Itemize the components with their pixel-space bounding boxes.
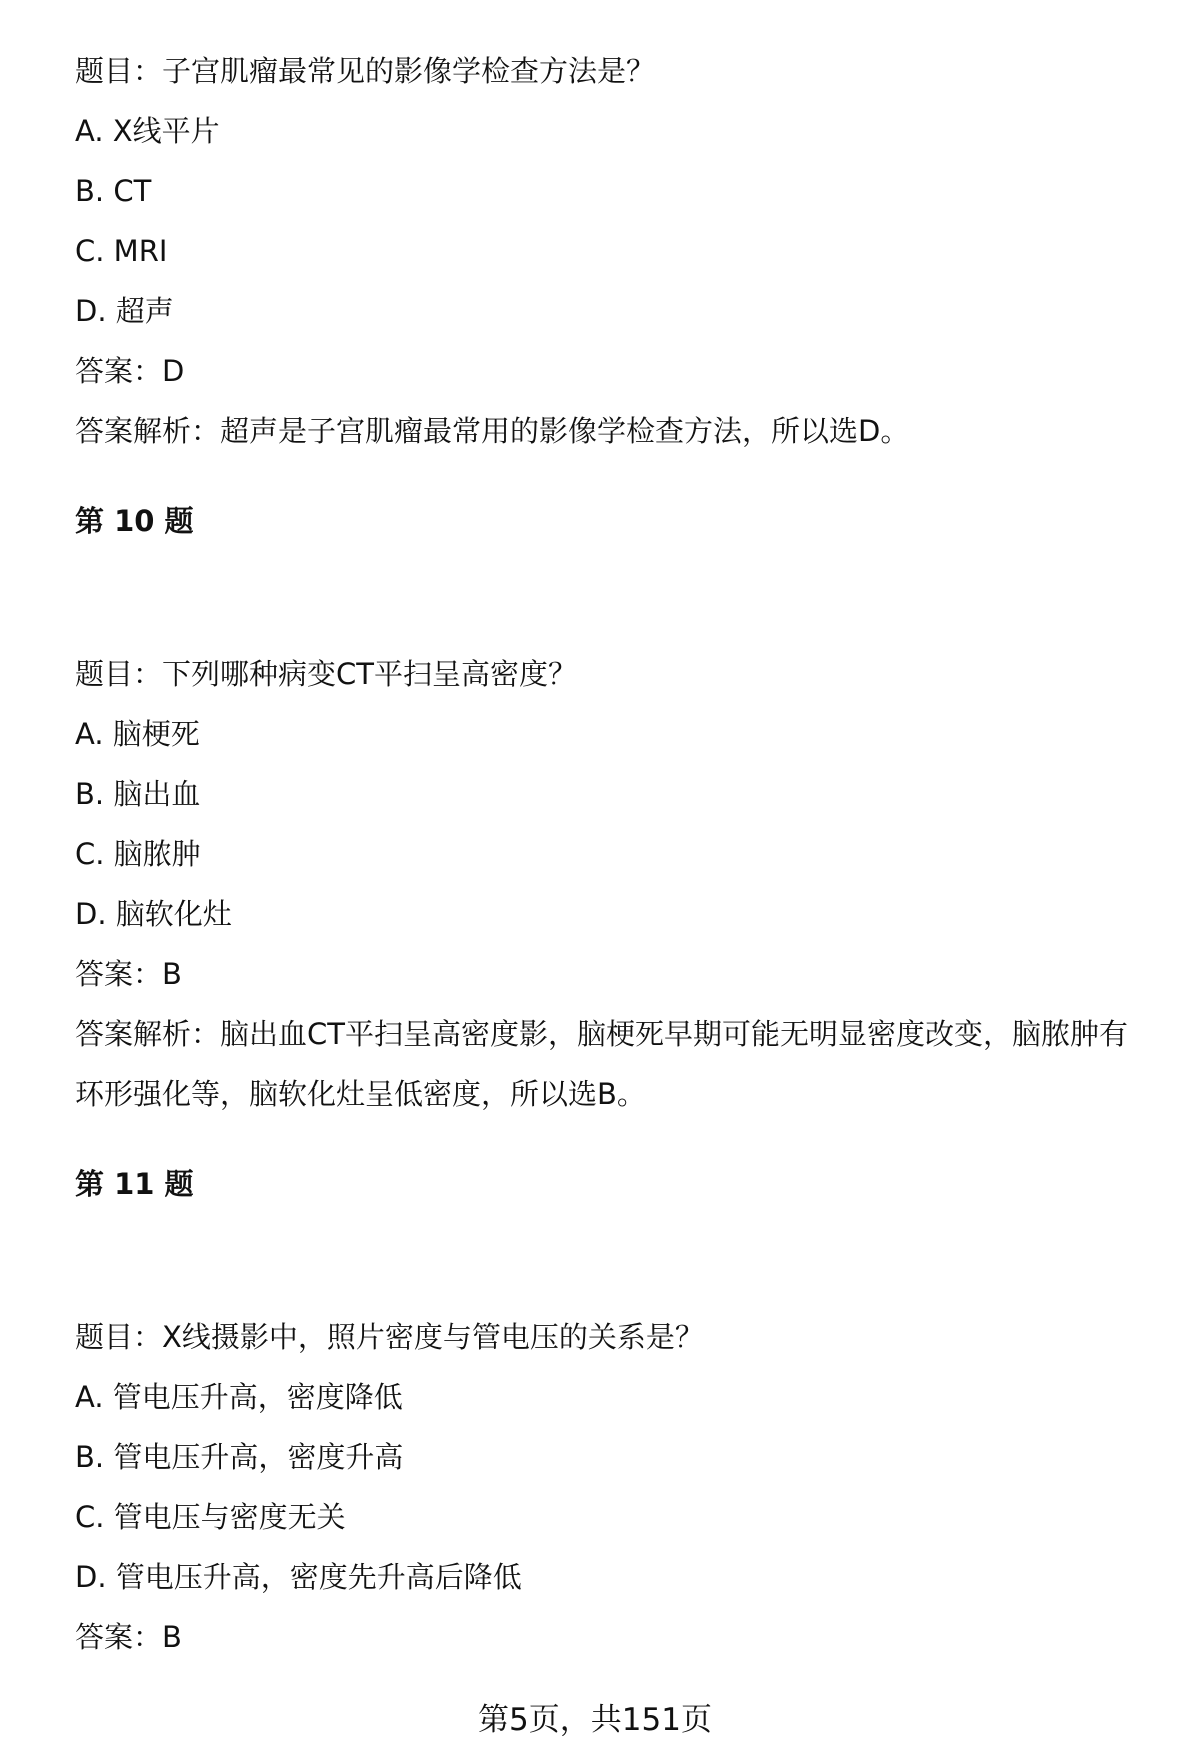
question-9-answer: 答案：D	[75, 354, 185, 388]
question-11-answer: 答案：B	[75, 1620, 182, 1654]
question-10-text: 题目：下列哪种病变CT平扫呈高密度？	[75, 657, 577, 691]
question-10-analysis-line1: 答案解析：脑出血CT平扫呈高密度影，脑梗死早期可能无明显密度改变，脑脓肿有	[75, 1017, 1128, 1051]
question-9-option-c: C. MRI	[75, 234, 168, 268]
question-9-text: 题目：子宫肌瘤最常见的影像学检查方法是？	[75, 54, 656, 88]
question-11-option-b: B. 管电压升高，密度升高	[75, 1440, 404, 1474]
page-footer: 第5页，共151页	[478, 1702, 712, 1738]
question-10-answer: 答案：B	[75, 957, 182, 991]
question-11-text: 题目：X线摄影中，照片密度与管电压的关系是？	[75, 1320, 704, 1354]
question-9-option-d: D. 超声	[75, 294, 174, 328]
question-10-option-d: D. 脑软化灶	[75, 897, 232, 931]
question-11-option-c: C. 管电压与密度无关	[75, 1500, 346, 1534]
question-10-option-b: B. 脑出血	[75, 777, 201, 811]
question-9-analysis: 答案解析：超声是子宫肌瘤最常用的影像学检查方法，所以选D。	[75, 414, 910, 448]
question-10-option-a: A. 脑梗死	[75, 717, 200, 751]
question-10-analysis-line2: 环形强化等，脑软化灶呈低密度，所以选B。	[75, 1077, 646, 1111]
question-11-option-a: A. 管电压升高，密度降低	[75, 1380, 403, 1414]
question-11-heading: 第 11 题	[75, 1167, 194, 1201]
question-10-option-c: C. 脑脓肿	[75, 837, 201, 871]
question-11-option-d: D. 管电压升高，密度先升高后降低	[75, 1560, 522, 1594]
question-9-option-b: B. CT	[75, 174, 152, 208]
question-10-heading: 第 10 题	[75, 504, 194, 538]
question-9-option-a: A. X线平片	[75, 114, 220, 148]
